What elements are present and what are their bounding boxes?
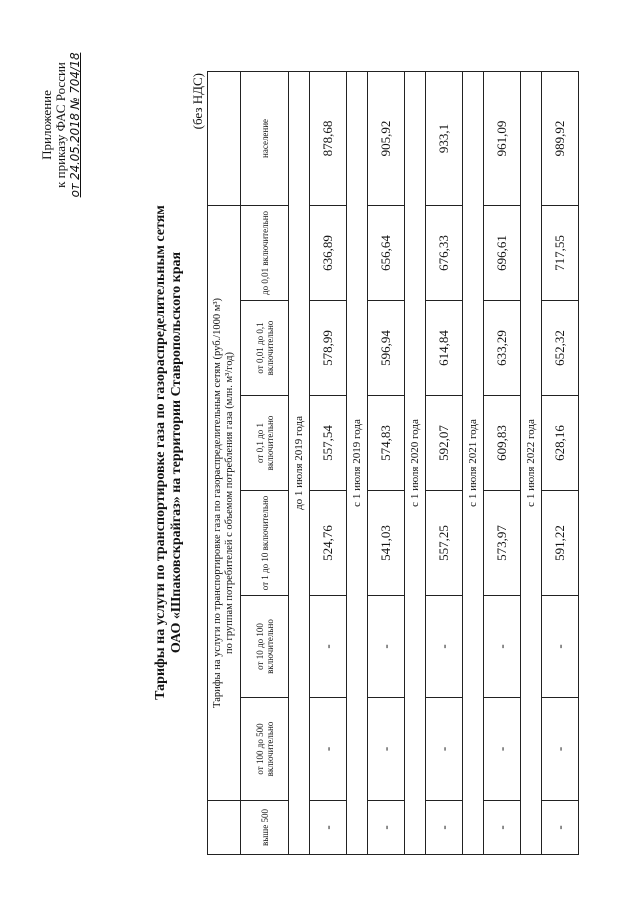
table-header-blank <box>208 71 241 205</box>
period-label: с 1 июля 2019 года <box>347 71 368 854</box>
tariff-value: 574,83 <box>368 396 405 491</box>
tariff-value: - <box>542 801 579 855</box>
document-title <box>153 100 185 805</box>
tariff-value: 609,83 <box>484 396 521 491</box>
period-label: с 1 июля 2022 года <box>521 71 542 854</box>
appendix-block <box>40 20 82 230</box>
tariff-value: 633,29 <box>484 301 521 396</box>
period-row <box>347 71 368 854</box>
tariff-value: 614,84 <box>426 301 463 396</box>
period-label: с 1 июля 2021 года <box>463 71 484 854</box>
column-header: от 0,1 до 1 включительно <box>241 396 289 491</box>
title-line-1: Тарифы на услуги по транспортировке газа по газораспределительным сетям <box>153 205 168 700</box>
table-row <box>310 71 347 854</box>
column-header: от 10 до 100 включительно <box>241 596 289 698</box>
tariff-value: 878,68 <box>310 71 347 205</box>
tariff-value: 636,89 <box>310 205 347 300</box>
tariff-value: 524,76 <box>310 491 347 596</box>
tariff-value: 578,99 <box>310 301 347 396</box>
column-header: население <box>241 71 289 205</box>
tariff-value: - <box>542 698 579 801</box>
tariff-value: - <box>368 596 405 698</box>
period-row <box>463 71 484 854</box>
tariff-value: 557,25 <box>426 491 463 596</box>
tariff-value: 717,55 <box>542 205 579 300</box>
appendix-label: Приложение <box>39 90 54 160</box>
table-row <box>426 71 463 854</box>
tariff-value: - <box>426 801 463 855</box>
period-row <box>289 71 310 854</box>
table-header-line-2: по группам потребителей с объемом потребления газа (млн. м³/год) <box>224 352 235 654</box>
tariff-value: 573,97 <box>484 491 521 596</box>
tariff-value: - <box>484 596 521 698</box>
tariff-value: 628,16 <box>542 396 579 491</box>
tariff-value: 557,54 <box>310 396 347 491</box>
tariff-value: - <box>484 801 521 855</box>
tariff-value: - <box>484 698 521 801</box>
column-header: от 1 до 10 включительно <box>241 491 289 596</box>
tariff-value: 961,09 <box>484 71 521 205</box>
table-header-caption <box>208 205 241 800</box>
tariff-value: - <box>542 596 579 698</box>
table-row <box>368 71 405 854</box>
table-row <box>484 71 521 854</box>
tariff-value: - <box>310 801 347 855</box>
table-header-main <box>208 801 241 855</box>
table-row <box>542 71 579 854</box>
period-label: до 1 июля 2019 года <box>289 71 310 854</box>
tariff-value: 696,61 <box>484 205 521 300</box>
period-row <box>521 71 542 854</box>
appendix-order-ref: к приказу ФАС России <box>53 62 68 188</box>
column-header: до 0,01 включительно <box>241 205 289 300</box>
table-header-line-1: Тарифы на услуги по транспортировке газа по газораспределительным сетям (руб./1000 м³) <box>212 298 223 708</box>
tariff-value: 905,92 <box>368 71 405 205</box>
column-header-row <box>241 71 289 854</box>
period-label: с 1 июля 2020 года <box>405 71 426 854</box>
tariff-value: - <box>310 698 347 801</box>
period-row <box>405 71 426 854</box>
tariff-table <box>207 71 579 855</box>
tariff-value: 989,92 <box>542 71 579 205</box>
tariff-value: - <box>426 596 463 698</box>
tariff-value: - <box>426 698 463 801</box>
appendix-order-date-number: от 24.05.2018 № 704/18 <box>68 52 82 198</box>
tariff-value: 541,03 <box>368 491 405 596</box>
title-line-2: ОАО «Шпаковскрайгаз» на территории Ставропольского края <box>169 251 184 654</box>
tariff-value: - <box>368 801 405 855</box>
tariff-value: 652,32 <box>542 301 579 396</box>
tariff-value: 676,33 <box>426 205 463 300</box>
tariff-value: 592,07 <box>426 396 463 491</box>
column-header: выше 500 <box>241 801 289 855</box>
tariff-value: 656,64 <box>368 205 405 300</box>
tariff-value: 596,94 <box>368 301 405 396</box>
vat-note: (без НДС) <box>190 73 205 130</box>
column-header: от 0,01 до 0,1 включительно <box>241 301 289 396</box>
column-header: от 100 до 500 включительно <box>241 698 289 801</box>
tariff-value: 591,22 <box>542 491 579 596</box>
tariff-value: - <box>310 596 347 698</box>
tariff-value: - <box>368 698 405 801</box>
tariff-value: 933,1 <box>426 71 463 205</box>
